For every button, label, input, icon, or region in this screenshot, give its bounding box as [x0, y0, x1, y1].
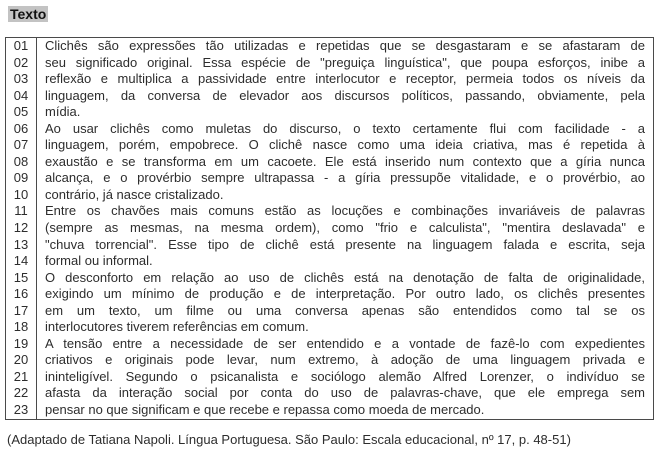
- table-row: [6, 137, 653, 154]
- table-row: [6, 336, 653, 353]
- line-text: ininteligível. Segundo o psicanalista e sociólogo alemão Alfred Lorenzer, o indivíduo se: [45, 368, 645, 384]
- line-text: "chuva torrencial". Esse tipo de clichê está presente na linguagem falada e escrita, seja: [45, 236, 645, 252]
- table-row: [6, 203, 653, 220]
- line-number: 16: [6, 286, 37, 303]
- line-text: exigindo um mínimo de produção e de interpretação. Por outro lado, os clichês presentes: [45, 286, 645, 302]
- table-row: [6, 88, 653, 105]
- line-number: 11: [6, 203, 37, 220]
- line-number: 08: [6, 154, 37, 171]
- line-number: 23: [6, 402, 37, 419]
- line-text: Ao usar clichês como muletas do discurso, o texto certamente flui com facilidade - a: [45, 120, 645, 136]
- table-row: [6, 220, 653, 237]
- table-row: [6, 121, 653, 138]
- line-number: 19: [6, 336, 37, 353]
- table-row: [6, 170, 653, 187]
- numbered-text-table: [5, 37, 654, 420]
- line-text: contrário, já nasce cristalizado.: [45, 186, 224, 202]
- table-row: [6, 154, 653, 171]
- line-number: 17: [6, 303, 37, 320]
- title-bar: [0, 0, 663, 22]
- line-number: 13: [6, 237, 37, 254]
- table-row: [6, 286, 653, 303]
- line-number: 06: [6, 121, 37, 138]
- line-text: mídia.: [45, 104, 81, 120]
- table-row: [6, 55, 653, 72]
- line-number: 04: [6, 88, 37, 105]
- table-row: [6, 385, 653, 402]
- table-row: [6, 303, 653, 320]
- table-row: [6, 352, 653, 369]
- line-text: O desconforto em relação ao uso de clichês está na denotação de falta de originalidade,: [45, 269, 645, 285]
- line-text: criativos e originais pode levar, num extremo, à adoção de uma linguagem privada e: [45, 352, 645, 368]
- line-number: 14: [6, 253, 37, 270]
- line-text: Clichês são expressões tão utilizadas e repetidas que se desgastaram e se afastaram de: [45, 38, 645, 53]
- line-text: formal ou informal.: [45, 253, 153, 269]
- citation: (Adaptado de Tatiana Napoli. Língua Portuguesa. São Paulo: Escala educacional, nº 17, p. 48-51): [7, 431, 571, 447]
- line-text: alcança, e o provérbio sempre ultrapassa - a gíria pressupõe vitalidade, e o provérbio, ao: [45, 170, 645, 186]
- table-row: [6, 270, 653, 287]
- table-row: [6, 402, 653, 419]
- line-number: 10: [6, 187, 37, 204]
- line-text: linguagem, porém, empobrece. O clichê nasce como uma ideia criativa, mas é repetida à: [45, 137, 645, 153]
- line-text: afasta da interação social por conta do uso de palavras-chave, que ele emprega sem: [45, 385, 645, 401]
- table-row: [6, 253, 653, 270]
- table-row: [6, 319, 653, 336]
- table-row: [6, 237, 653, 254]
- line-number: 15: [6, 270, 37, 287]
- table-row: [6, 369, 653, 386]
- line-number: 20: [6, 352, 37, 369]
- line-text: pensar no que significam e que recebe e repassa como moeda de mercado.: [45, 402, 485, 418]
- page-title: Texto: [10, 6, 47, 22]
- line-text: (sempre as mesmas, na mesma ordem), como "frio e calculista", "mentira deslavada" e: [45, 220, 645, 236]
- line-number: 01: [6, 38, 37, 55]
- line-number: 05: [6, 104, 37, 121]
- line-text: linguagem, da conversa de elevador aos discursos políticos, passando, obviamente, pela: [45, 87, 645, 103]
- line-text: exaustão e se transforma em um cacoete. Ele está inserido num contexto que a gíria nunca: [45, 153, 645, 169]
- line-text: em um texto, um filme ou uma conversa apenas são entendidos como tal se os: [45, 302, 645, 318]
- table-row: [6, 71, 653, 88]
- line-number: 03: [6, 71, 37, 88]
- table-row: [6, 38, 653, 55]
- line-text: reflexão e multiplica a passividade entre interlocutor e receptor, permeia todos os níveis da: [45, 71, 645, 87]
- line-text: seu significado original. Essa espécie de "preguiça linguística", que poupa esforços, inibe a: [45, 54, 645, 70]
- table-row: [6, 104, 653, 121]
- line-number: 09: [6, 170, 37, 187]
- line-number: 18: [6, 319, 37, 336]
- table-row: [6, 187, 653, 204]
- line-text: A tensão entre a necessidade de ser entendido e a vontade de fazê-lo com expedientes: [45, 335, 645, 351]
- line-number: 12: [6, 220, 37, 237]
- line-number: 07: [6, 137, 37, 154]
- line-number: 22: [6, 385, 37, 402]
- line-number: 21: [6, 369, 37, 386]
- line-number: 02: [6, 55, 37, 72]
- line-text: Entre os chavões mais comuns estão as locuções e combinações invariáveis de palavras: [45, 203, 645, 219]
- line-text: interlocutores tiverem referências em comum.: [45, 319, 309, 335]
